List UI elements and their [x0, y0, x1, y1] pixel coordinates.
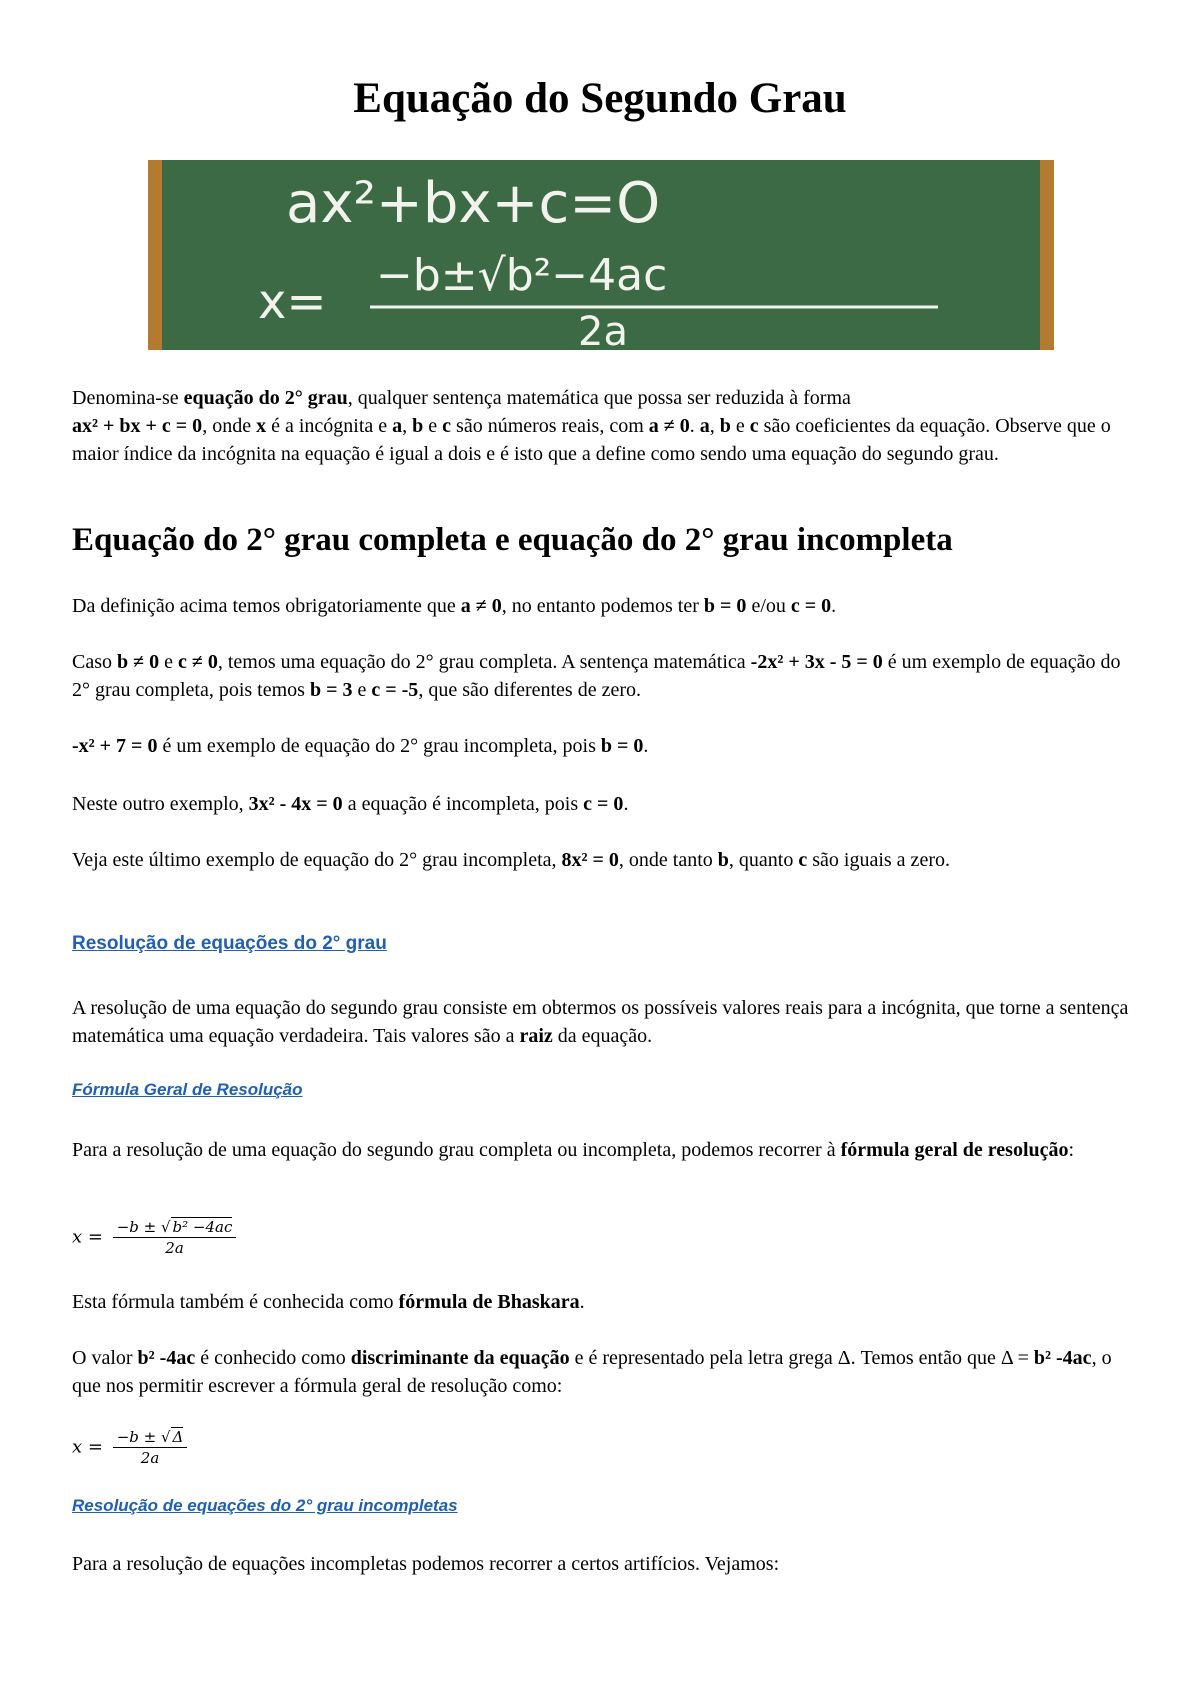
paragraph-definition: Da definição acima temos obrigatoriamente que a ≠ 0, no entanto podemos ter b = 0 e/ou c = 0.: [72, 595, 837, 617]
paragraph-example-2: Neste outro exemplo, 3x² - 4x = 0 a equação é incompleta, pois c = 0.: [72, 793, 629, 815]
chalkboard-image: [148, 160, 1054, 350]
paragraph-bhaskara: Esta fórmula também é conhecida como fórmula de Bhaskara.: [72, 1291, 585, 1313]
formula-delta: x = $\frac{-b \pm √ \Delta}{2a}$: [72, 1428, 187, 1467]
paragraph-formula-intro: Para a resolução de uma equação do segundo grau completa ou incompleta, podemos recorrer à fórmula geral de resolução:: [72, 1139, 1075, 1161]
board-equation: ax²+bx+c=O: [286, 171, 661, 236]
section-heading: Equação do 2° grau completa e equação do 2° grau incompleta: [72, 522, 953, 558]
paragraph-example-1: -x² + 7 = 0 é um exemplo de equação do 2° grau incompleta, pois b = 0.: [72, 735, 649, 757]
intro-paragraph: Denomina-se equação do 2° grau, qualquer sentença matemática que possa ser reduzida à forma ax² + bx + c = 0, onde x é a incógnita e a, b e c são números reais, com a ≠ 0. a, b e c são coeficientes da equação. Observe que o maior índice da incógnita na equação é igual a dois e é isto que a define como sendo uma equação do segundo grau.: [72, 387, 1111, 465]
paragraph-incompletas: Para a resolução de equações incompletas podemos recorrer a certos artifícios. Vejamos:: [72, 1553, 780, 1575]
paragraph-resolucao: A resolução de uma equação do segundo grau consiste em obtermos os possíveis valores reais para a incógnita, que torne a sentença matemática uma equação verdadeira. Tais valores são a raiz da equação.: [72, 997, 1129, 1047]
page-title: Equação do Segundo Grau: [353, 75, 847, 122]
formula-bhaskara: x = $\frac{\text{−b ± √ b² −4ac}}{2a}$: [72, 1218, 236, 1257]
link-resolucao[interactable]: Resolução de equações do 2° grau: [72, 933, 387, 954]
link-incompletas[interactable]: Resolução de equações do 2° grau incompletas: [72, 1496, 458, 1515]
paragraph-example-3: Veja este último exemplo de equação do 2° grau incompleta, 8x² = 0, onde tanto b, quanto c são iguais a zero.: [72, 849, 950, 871]
board-x-label: x=: [258, 274, 327, 330]
board-denominator: 2a: [578, 309, 628, 350]
board-numerator: −b±√b²−4ac: [376, 250, 668, 301]
paragraph-complete: Caso b ≠ 0 e c ≠ 0, temos uma equação do 2° grau completa. A sentença matemática -2x² + 3x - 5 = 0 é um exemplo de equação do 2° grau completa, pois temos b = 3 e c = -5, que são diferentes de zero.: [72, 651, 1121, 701]
link-formula-geral[interactable]: Fórmula Geral de Resolução: [72, 1080, 303, 1099]
paragraph-discriminante: O valor b² -4ac é conhecido como discriminante da equação e é representado pela letra grega Δ. Temos então que Δ = b² -4ac, o que nos permitir escrever a fórmula geral de resolução como:: [72, 1347, 1112, 1397]
